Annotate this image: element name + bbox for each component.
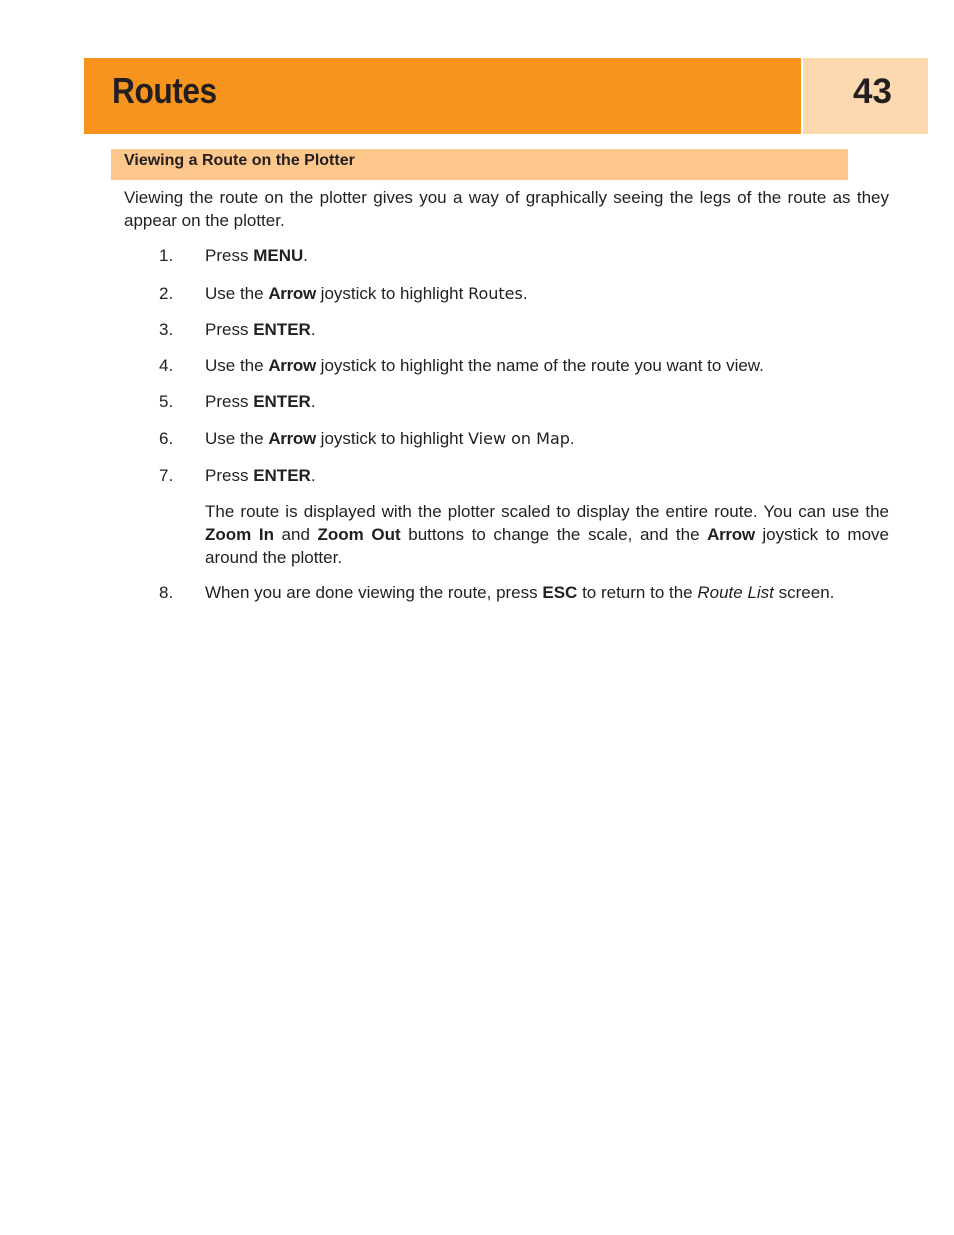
step-text-part: Press <box>205 246 254 265</box>
step-number: 4. <box>159 356 174 375</box>
step-text <box>205 581 889 604</box>
step-text <box>205 318 889 341</box>
note-text-part: joystick to move around the plotter. <box>205 525 889 567</box>
step-text <box>205 244 889 267</box>
key-enter: ENTER <box>253 320 311 339</box>
step-text-part: Use the <box>205 284 269 303</box>
step-text-part: screen. <box>773 583 835 602</box>
step-text <box>205 354 889 377</box>
step-text-part: . <box>310 392 316 411</box>
step-number: 3. <box>159 320 174 339</box>
step-text-part: . <box>303 246 308 265</box>
step-text-part: Use the <box>205 429 269 448</box>
menu-item-view-on-map: View on Map <box>468 429 570 448</box>
key-enter: ENTER <box>253 466 311 485</box>
step-text-part: joystick to highlight <box>315 284 469 303</box>
button-zoom-in: Zoom In <box>205 525 274 544</box>
button-zoom-out: Zoom Out <box>317 525 401 544</box>
step-7-note <box>205 500 889 569</box>
key-arrow: Arrow <box>707 525 755 544</box>
step-text-part: . <box>522 284 528 303</box>
step-text-part: joystick to highlight <box>315 429 469 448</box>
chapter-header-bar <box>84 58 801 134</box>
note-text-part: The route is displayed with the plotter scaled to display the entire route. You can use the <box>205 502 889 521</box>
step-text-part: . <box>569 429 575 448</box>
step-text-part: Use the <box>205 356 269 375</box>
step-number: 2. <box>159 284 174 303</box>
note-text-part: buttons to change the scale, and the <box>400 525 708 544</box>
section-title: Viewing a Route on the Plotter <box>124 152 355 169</box>
section-heading-bar <box>111 149 848 180</box>
step-text-part: to return to the <box>577 583 698 602</box>
step-text-part: When you are done viewing the route, press <box>205 583 543 602</box>
chapter-title: Routes <box>112 70 217 111</box>
step-text <box>205 464 889 487</box>
step-number: 8. <box>159 583 174 602</box>
step-number: 5. <box>159 392 174 411</box>
step-text-part: Press <box>205 466 254 485</box>
step-text <box>205 282 889 305</box>
key-arrow: Arrow <box>268 284 316 303</box>
intro-paragraph: Viewing the route on the plotter gives you a way of graphically seeing the legs of the route as they appear on the plotter. <box>124 188 889 230</box>
step-text-part: . <box>310 320 316 339</box>
step-text <box>205 390 889 413</box>
menu-item-routes: Routes <box>468 284 523 303</box>
page-number: 43 <box>853 72 892 111</box>
key-arrow: Arrow <box>268 356 316 375</box>
key-menu: MENU <box>253 246 304 265</box>
step-text-part: . <box>310 466 316 485</box>
key-enter: ENTER <box>253 392 311 411</box>
step-text-part: Press <box>205 320 254 339</box>
step-text-part: Press <box>205 392 254 411</box>
step-text <box>205 427 889 450</box>
key-esc: ESC <box>542 583 578 602</box>
note-text-part: and <box>273 525 318 544</box>
step-text-part: joystick to highlight the name of the route you want to view. <box>315 356 764 375</box>
screen-route-list: Route List <box>697 583 774 602</box>
page-number-box <box>803 58 928 134</box>
step-number: 6. <box>159 429 174 448</box>
key-arrow: Arrow <box>268 429 316 448</box>
step-number: 7. <box>159 466 174 485</box>
step-number: 1. <box>159 246 174 265</box>
